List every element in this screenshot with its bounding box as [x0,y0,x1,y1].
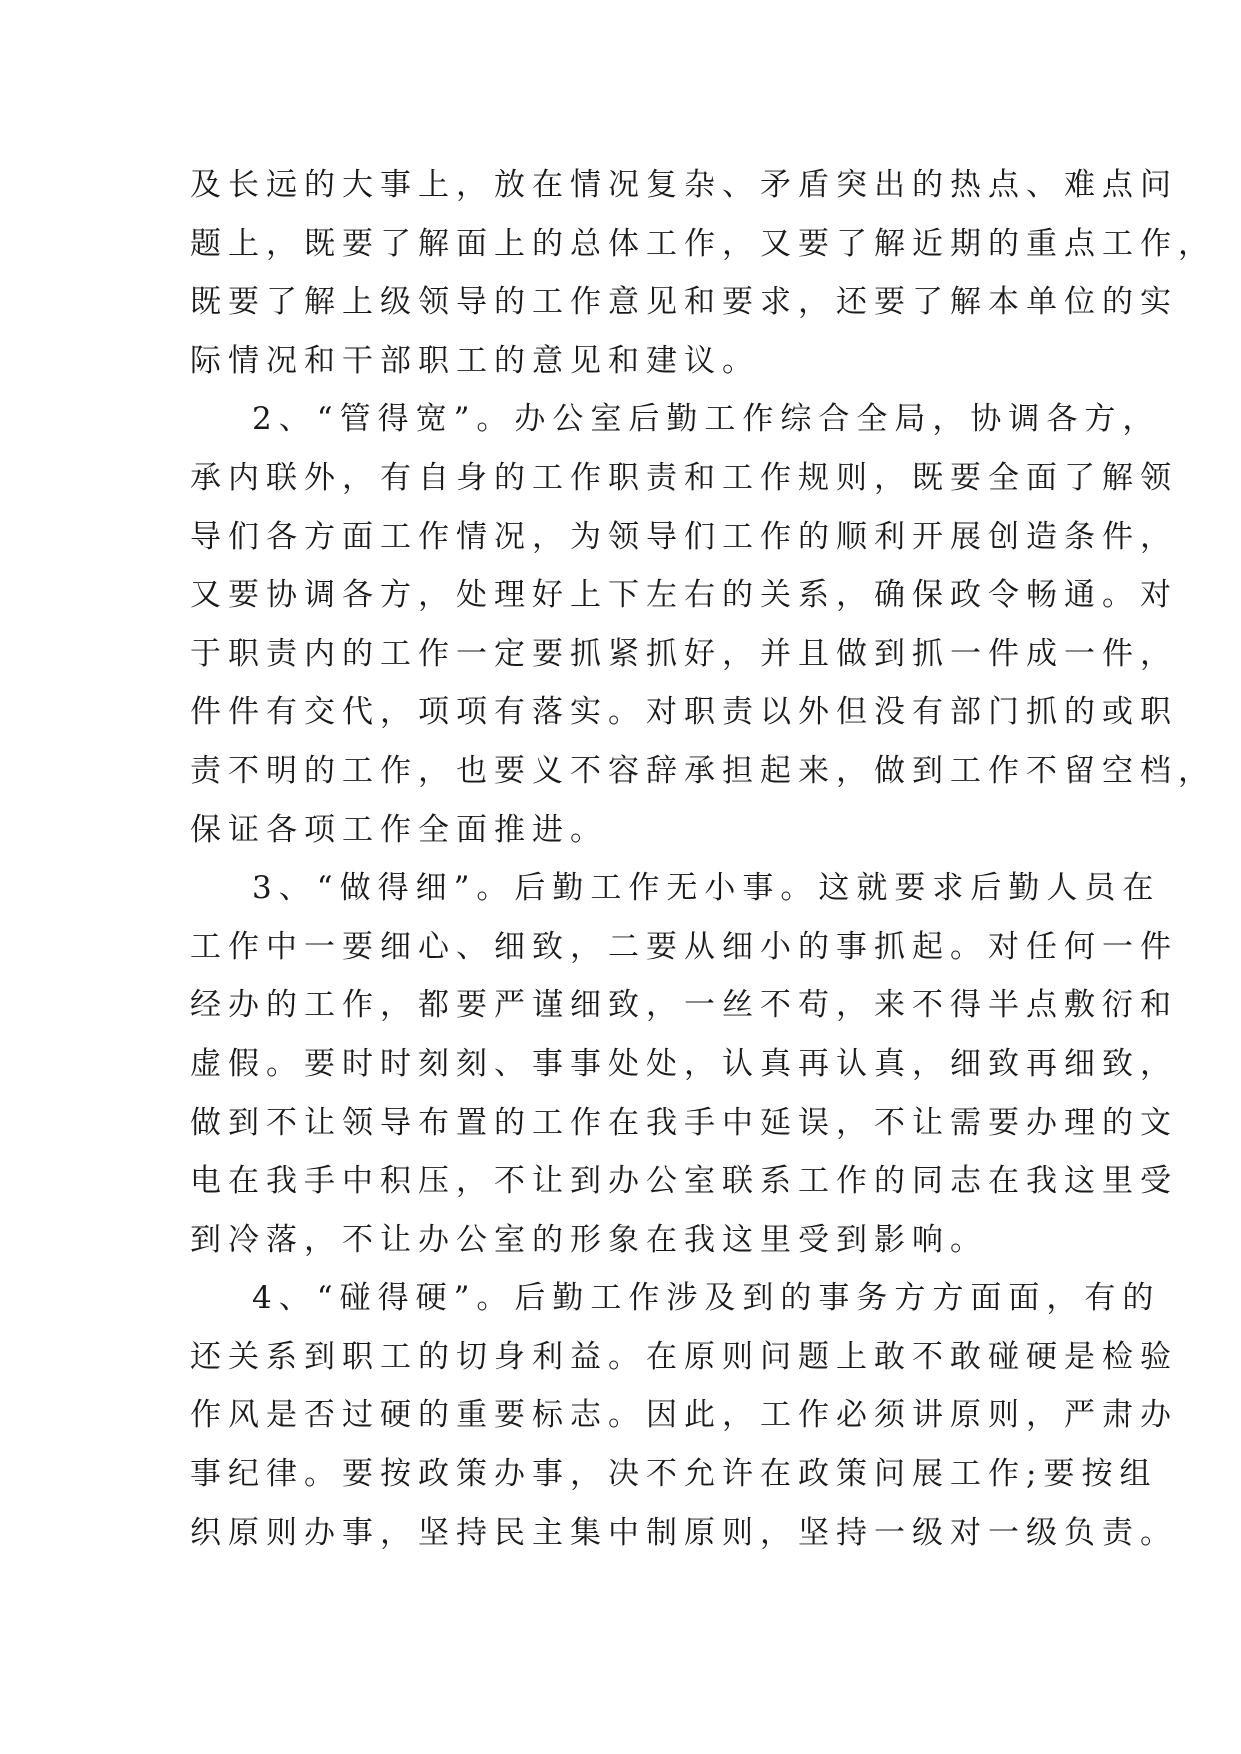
text-line: 题上，既要了解面上的总体工作，又要了解近期的重点工作， [190,225,1216,262]
text-line: 保证各项工作全面推进。 [190,811,608,848]
text-line: 责不明的工作，也要义不容辞承担起来，做到工作不留空档， [190,752,1216,789]
text-line: 电在我手中积压，不让到办公室联系工作的同志在我这里受 [190,1163,1178,1200]
document-body [190,156,1216,1562]
text-line: 及长远的大事上，放在情况复杂、矛盾突出的热点、难点问 [190,167,1178,203]
text-line: 际情况和干部职工的意见和建议。 [190,342,760,379]
paragraph-start-line: 2、“管得宽”。办公室后勤工作综合全局，协调各方， [252,401,1161,438]
text-line: 织原则办事，坚持民主集中制原则，坚持一级对一级负责。 [190,1514,1178,1551]
text-line: 导们各方面工作情况，为领导们工作的顺利开展创造条件， [190,518,1178,555]
text-line: 到冷落，不让办公室的形象在我这里受到影响。 [190,1221,988,1258]
text-line: 事纪律。要按政策办事，决不允许在政策问展工作;要按组 [190,1456,1158,1493]
text-line: 于职责内的工作一定要抓紧抓好，并且做到抓一件成一件， [190,635,1178,672]
text-line: 承内联外，有自身的工作职责和工作规则，既要全面了解领 [190,459,1178,496]
text-line: 做到不让领导布置的工作在我手中延误，不让需要办理的文 [190,1104,1178,1141]
text-line: 工作中一要细心、细致，二要从细小的事抓起。对任何一件 [190,928,1178,965]
text-line: 作风是否过硬的重要标志。因此，工作必须讲原则，严肃办 [190,1397,1178,1434]
text-line: 又要协调各方，处理好上下左右的关系，确保政令畅通。对 [190,577,1178,614]
text-line: 还关系到职工的切身利益。在原则问题上敢不敢碰硬是检验 [190,1338,1178,1375]
paragraph-start-line: 3、“做得细”。后勤工作无小事。这就要求后勤人员在 [252,870,1161,907]
text-line: 虚假。要时时刻刻、事事处处，认真再认真，细致再细致， [190,1045,1178,1082]
text-line: 件件有交代，项项有落实。对职责以外但没有部门抓的或职 [190,694,1178,731]
text-line: 经办的工作，都要严谨细致，一丝不苟，来不得半点敷衍和 [190,987,1178,1024]
text-line: 既要了解上级领导的工作意见和要求，还要了解本单位的实 [190,284,1178,321]
paragraph-start-line: 4、“碰得硬”。后勤工作涉及到的事务方方面面，有的 [252,1280,1161,1317]
